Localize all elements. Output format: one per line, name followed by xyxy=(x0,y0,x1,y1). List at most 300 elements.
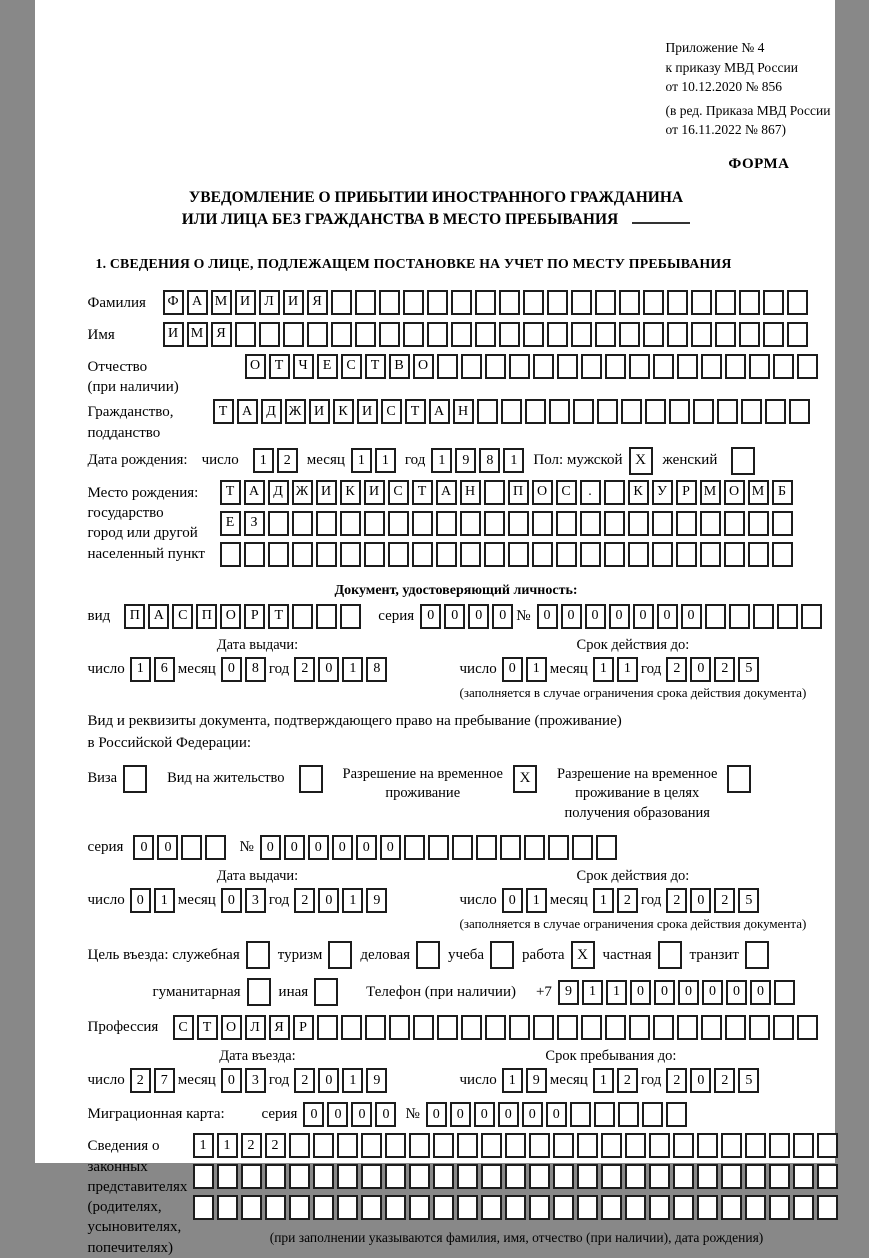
char-cell[interactable] xyxy=(653,354,674,379)
char-cell[interactable]: С xyxy=(341,354,362,379)
char-cell[interactable] xyxy=(793,1164,814,1189)
char-cell[interactable] xyxy=(437,354,458,379)
char-cell[interactable] xyxy=(505,1164,526,1189)
char-cell[interactable] xyxy=(667,322,688,347)
char-cell[interactable]: К xyxy=(340,480,361,505)
char-cell[interactable] xyxy=(601,1164,622,1189)
char-cell[interactable]: И xyxy=(235,290,256,315)
char-cell[interactable] xyxy=(649,1133,670,1158)
purpose-tourism-checkbox[interactable] xyxy=(328,941,352,969)
char-cell[interactable] xyxy=(666,1102,687,1127)
char-cell[interactable] xyxy=(427,322,448,347)
char-cell[interactable] xyxy=(313,1133,334,1158)
char-cell[interactable] xyxy=(604,542,625,567)
char-cell[interactable]: К xyxy=(333,399,354,424)
char-cell[interactable] xyxy=(403,322,424,347)
char-cell[interactable] xyxy=(774,980,795,1005)
char-cell[interactable] xyxy=(220,542,241,567)
char-cell[interactable] xyxy=(193,1195,214,1220)
char-cell[interactable]: А xyxy=(244,480,265,505)
char-cell[interactable] xyxy=(433,1133,454,1158)
char-cell[interactable]: 1 xyxy=(342,1068,363,1093)
char-cell[interactable] xyxy=(460,542,481,567)
char-cell[interactable]: Т xyxy=(213,399,234,424)
char-cell[interactable]: 0 xyxy=(327,1102,348,1127)
char-cell[interactable] xyxy=(499,322,520,347)
char-cell[interactable] xyxy=(547,322,568,347)
char-cell[interactable] xyxy=(629,1015,650,1040)
char-cell[interactable] xyxy=(725,354,746,379)
char-cell[interactable] xyxy=(676,511,697,536)
char-cell[interactable] xyxy=(763,290,784,315)
char-cell[interactable] xyxy=(705,604,726,629)
char-cell[interactable] xyxy=(604,480,625,505)
char-cell[interactable] xyxy=(529,1133,550,1158)
char-cell[interactable] xyxy=(548,835,569,860)
char-cell[interactable]: 1 xyxy=(593,888,614,913)
char-cell[interactable] xyxy=(645,399,666,424)
char-cell[interactable] xyxy=(601,1133,622,1158)
char-cell[interactable] xyxy=(717,399,738,424)
char-cell[interactable] xyxy=(265,1195,286,1220)
char-cell[interactable]: Я xyxy=(269,1015,290,1040)
char-cell[interactable] xyxy=(436,542,457,567)
char-cell[interactable] xyxy=(581,354,602,379)
char-cell[interactable] xyxy=(529,1195,550,1220)
char-cell[interactable] xyxy=(793,1133,814,1158)
char-cell[interactable]: Ч xyxy=(293,354,314,379)
char-cell[interactable] xyxy=(729,604,750,629)
char-cell[interactable]: 0 xyxy=(681,604,702,629)
char-cell[interactable] xyxy=(769,1195,790,1220)
char-cell[interactable]: Ж xyxy=(285,399,306,424)
char-cell[interactable]: 1 xyxy=(617,657,638,682)
char-cell[interactable] xyxy=(724,511,745,536)
char-cell[interactable] xyxy=(307,322,328,347)
purpose-humanitarian-checkbox[interactable] xyxy=(247,978,271,1006)
char-cell[interactable] xyxy=(789,399,810,424)
char-cell[interactable] xyxy=(476,835,497,860)
char-cell[interactable] xyxy=(385,1195,406,1220)
char-cell[interactable]: 2 xyxy=(714,888,735,913)
char-cell[interactable] xyxy=(745,1164,766,1189)
char-cell[interactable]: 0 xyxy=(284,835,305,860)
char-cell[interactable] xyxy=(457,1133,478,1158)
char-cell[interactable]: 9 xyxy=(558,980,579,1005)
char-cell[interactable]: П xyxy=(124,604,145,629)
char-cell[interactable]: 2 xyxy=(294,1068,315,1093)
char-cell[interactable]: 3 xyxy=(245,1068,266,1093)
char-cell[interactable] xyxy=(388,511,409,536)
char-cell[interactable]: М xyxy=(187,322,208,347)
char-cell[interactable] xyxy=(773,354,794,379)
char-cell[interactable] xyxy=(817,1164,838,1189)
char-cell[interactable] xyxy=(693,399,714,424)
char-cell[interactable]: Т xyxy=(220,480,241,505)
residence-permit-checkbox[interactable] xyxy=(299,765,323,793)
char-cell[interactable]: 0 xyxy=(750,980,771,1005)
char-cell[interactable]: Е xyxy=(317,354,338,379)
char-cell[interactable] xyxy=(570,1102,591,1127)
char-cell[interactable] xyxy=(797,354,818,379)
char-cell[interactable] xyxy=(412,511,433,536)
char-cell[interactable] xyxy=(649,1164,670,1189)
char-cell[interactable]: 3 xyxy=(245,888,266,913)
char-cell[interactable] xyxy=(451,290,472,315)
char-cell[interactable]: Ж xyxy=(292,480,313,505)
char-cell[interactable] xyxy=(457,1195,478,1220)
char-cell[interactable] xyxy=(355,290,376,315)
char-cell[interactable] xyxy=(669,399,690,424)
char-cell[interactable]: 0 xyxy=(420,604,441,629)
char-cell[interactable] xyxy=(601,1195,622,1220)
char-cell[interactable]: Л xyxy=(245,1015,266,1040)
char-cell[interactable] xyxy=(316,542,337,567)
char-cell[interactable] xyxy=(763,322,784,347)
char-cell[interactable] xyxy=(817,1195,838,1220)
char-cell[interactable]: О xyxy=(220,604,241,629)
char-cell[interactable] xyxy=(499,290,520,315)
char-cell[interactable]: П xyxy=(508,480,529,505)
char-cell[interactable] xyxy=(289,1164,310,1189)
char-cell[interactable] xyxy=(745,1195,766,1220)
char-cell[interactable] xyxy=(677,1015,698,1040)
char-cell[interactable] xyxy=(316,511,337,536)
char-cell[interactable] xyxy=(739,322,760,347)
char-cell[interactable]: Ф xyxy=(163,290,184,315)
char-cell[interactable]: Т xyxy=(268,604,289,629)
char-cell[interactable]: 0 xyxy=(474,1102,495,1127)
char-cell[interactable]: 9 xyxy=(455,448,476,473)
char-cell[interactable]: 1 xyxy=(593,1068,614,1093)
char-cell[interactable] xyxy=(629,354,650,379)
char-cell[interactable]: Д xyxy=(268,480,289,505)
char-cell[interactable] xyxy=(389,1015,410,1040)
char-cell[interactable]: О xyxy=(221,1015,242,1040)
char-cell[interactable]: 1 xyxy=(526,657,547,682)
char-cell[interactable]: 1 xyxy=(130,657,151,682)
char-cell[interactable] xyxy=(523,290,544,315)
char-cell[interactable]: 2 xyxy=(714,657,735,682)
char-cell[interactable] xyxy=(748,542,769,567)
char-cell[interactable] xyxy=(361,1195,382,1220)
char-cell[interactable] xyxy=(529,1164,550,1189)
char-cell[interactable] xyxy=(787,290,808,315)
char-cell[interactable]: Т xyxy=(365,354,386,379)
char-cell[interactable]: 1 xyxy=(582,980,603,1005)
char-cell[interactable]: Я xyxy=(211,322,232,347)
char-cell[interactable]: Д xyxy=(261,399,282,424)
char-cell[interactable] xyxy=(241,1164,262,1189)
char-cell[interactable]: 0 xyxy=(561,604,582,629)
char-cell[interactable] xyxy=(412,542,433,567)
char-cell[interactable] xyxy=(605,354,626,379)
char-cell[interactable] xyxy=(625,1164,646,1189)
char-cell[interactable]: М xyxy=(748,480,769,505)
char-cell[interactable] xyxy=(524,835,545,860)
char-cell[interactable] xyxy=(413,1015,434,1040)
char-cell[interactable] xyxy=(379,290,400,315)
char-cell[interactable]: 0 xyxy=(702,980,723,1005)
char-cell[interactable] xyxy=(501,399,522,424)
char-cell[interactable]: 0 xyxy=(308,835,329,860)
char-cell[interactable] xyxy=(292,604,313,629)
char-cell[interactable]: 0 xyxy=(546,1102,567,1127)
char-cell[interactable] xyxy=(643,290,664,315)
char-cell[interactable]: П xyxy=(196,604,217,629)
char-cell[interactable]: 2 xyxy=(617,888,638,913)
char-cell[interactable]: А xyxy=(429,399,450,424)
char-cell[interactable]: 1 xyxy=(253,448,274,473)
char-cell[interactable]: 2 xyxy=(666,657,687,682)
char-cell[interactable]: А xyxy=(436,480,457,505)
char-cell[interactable] xyxy=(676,542,697,567)
char-cell[interactable] xyxy=(625,1133,646,1158)
char-cell[interactable] xyxy=(594,1102,615,1127)
char-cell[interactable] xyxy=(618,1102,639,1127)
char-cell[interactable]: 0 xyxy=(609,604,630,629)
char-cell[interactable]: 0 xyxy=(498,1102,519,1127)
char-cell[interactable]: 0 xyxy=(318,1068,339,1093)
char-cell[interactable] xyxy=(749,354,770,379)
char-cell[interactable]: 0 xyxy=(375,1102,396,1127)
char-cell[interactable]: Р xyxy=(293,1015,314,1040)
char-cell[interactable]: 0 xyxy=(221,888,242,913)
char-cell[interactable]: И xyxy=(316,480,337,505)
char-cell[interactable] xyxy=(649,1195,670,1220)
char-cell[interactable] xyxy=(745,1133,766,1158)
char-cell[interactable] xyxy=(547,290,568,315)
char-cell[interactable]: 1 xyxy=(217,1133,238,1158)
char-cell[interactable] xyxy=(748,511,769,536)
char-cell[interactable]: И xyxy=(283,290,304,315)
char-cell[interactable]: 6 xyxy=(154,657,175,682)
char-cell[interactable] xyxy=(364,511,385,536)
char-cell[interactable] xyxy=(385,1164,406,1189)
char-cell[interactable]: 2 xyxy=(666,1068,687,1093)
char-cell[interactable] xyxy=(241,1195,262,1220)
char-cell[interactable] xyxy=(673,1133,694,1158)
char-cell[interactable] xyxy=(741,399,762,424)
char-cell[interactable] xyxy=(581,1015,602,1040)
char-cell[interactable] xyxy=(259,322,280,347)
char-cell[interactable] xyxy=(337,1164,358,1189)
char-cell[interactable] xyxy=(525,399,546,424)
char-cell[interactable] xyxy=(409,1195,430,1220)
char-cell[interactable]: О xyxy=(724,480,745,505)
char-cell[interactable]: Л xyxy=(259,290,280,315)
char-cell[interactable] xyxy=(621,399,642,424)
char-cell[interactable]: 1 xyxy=(526,888,547,913)
char-cell[interactable] xyxy=(556,542,577,567)
char-cell[interactable]: 1 xyxy=(593,657,614,682)
char-cell[interactable] xyxy=(571,290,592,315)
char-cell[interactable]: 0 xyxy=(221,1068,242,1093)
purpose-official-checkbox[interactable] xyxy=(246,941,270,969)
char-cell[interactable]: С xyxy=(172,604,193,629)
char-cell[interactable] xyxy=(217,1195,238,1220)
char-cell[interactable]: . xyxy=(580,480,601,505)
char-cell[interactable] xyxy=(553,1195,574,1220)
char-cell[interactable]: 2 xyxy=(241,1133,262,1158)
char-cell[interactable]: Н xyxy=(460,480,481,505)
char-cell[interactable] xyxy=(505,1133,526,1158)
char-cell[interactable] xyxy=(724,542,745,567)
char-cell[interactable] xyxy=(532,542,553,567)
char-cell[interactable] xyxy=(697,1164,718,1189)
char-cell[interactable] xyxy=(691,322,712,347)
char-cell[interactable]: Т xyxy=(197,1015,218,1040)
char-cell[interactable] xyxy=(340,511,361,536)
char-cell[interactable]: 1 xyxy=(502,1068,523,1093)
char-cell[interactable] xyxy=(773,1015,794,1040)
char-cell[interactable]: И xyxy=(364,480,385,505)
char-cell[interactable] xyxy=(691,290,712,315)
char-cell[interactable] xyxy=(604,511,625,536)
char-cell[interactable] xyxy=(244,542,265,567)
char-cell[interactable]: 1 xyxy=(606,980,627,1005)
char-cell[interactable] xyxy=(313,1164,334,1189)
char-cell[interactable] xyxy=(721,1195,742,1220)
char-cell[interactable]: 9 xyxy=(526,1068,547,1093)
char-cell[interactable] xyxy=(365,1015,386,1040)
char-cell[interactable] xyxy=(292,511,313,536)
char-cell[interactable] xyxy=(409,1164,430,1189)
char-cell[interactable] xyxy=(523,322,544,347)
char-cell[interactable]: 0 xyxy=(260,835,281,860)
char-cell[interactable]: М xyxy=(211,290,232,315)
char-cell[interactable] xyxy=(787,322,808,347)
char-cell[interactable] xyxy=(337,1195,358,1220)
char-cell[interactable] xyxy=(739,290,760,315)
char-cell[interactable]: Т xyxy=(412,480,433,505)
char-cell[interactable]: Б xyxy=(772,480,793,505)
char-cell[interactable] xyxy=(337,1133,358,1158)
char-cell[interactable]: 0 xyxy=(654,980,675,1005)
char-cell[interactable] xyxy=(625,1195,646,1220)
char-cell[interactable]: 1 xyxy=(375,448,396,473)
char-cell[interactable] xyxy=(485,1015,506,1040)
char-cell[interactable]: 0 xyxy=(332,835,353,860)
char-cell[interactable] xyxy=(481,1195,502,1220)
char-cell[interactable] xyxy=(769,1164,790,1189)
char-cell[interactable] xyxy=(457,1164,478,1189)
char-cell[interactable]: 0 xyxy=(351,1102,372,1127)
char-cell[interactable]: 0 xyxy=(130,888,151,913)
purpose-study-checkbox[interactable] xyxy=(490,941,514,969)
char-cell[interactable]: 0 xyxy=(468,604,489,629)
char-cell[interactable] xyxy=(619,322,640,347)
char-cell[interactable] xyxy=(677,354,698,379)
char-cell[interactable]: 9 xyxy=(366,1068,387,1093)
char-cell[interactable] xyxy=(572,835,593,860)
char-cell[interactable]: 5 xyxy=(738,1068,759,1093)
char-cell[interactable] xyxy=(715,322,736,347)
char-cell[interactable] xyxy=(700,542,721,567)
char-cell[interactable] xyxy=(667,290,688,315)
char-cell[interactable] xyxy=(533,354,554,379)
char-cell[interactable]: 0 xyxy=(522,1102,543,1127)
char-cell[interactable] xyxy=(580,511,601,536)
char-cell[interactable]: О xyxy=(413,354,434,379)
char-cell[interactable] xyxy=(313,1195,334,1220)
char-cell[interactable] xyxy=(289,1133,310,1158)
purpose-business-checkbox[interactable] xyxy=(416,941,440,969)
char-cell[interactable] xyxy=(772,542,793,567)
char-cell[interactable]: 2 xyxy=(617,1068,638,1093)
char-cell[interactable]: 8 xyxy=(479,448,500,473)
char-cell[interactable] xyxy=(673,1195,694,1220)
char-cell[interactable]: 2 xyxy=(294,888,315,913)
char-cell[interactable] xyxy=(451,322,472,347)
char-cell[interactable]: 0 xyxy=(633,604,654,629)
char-cell[interactable] xyxy=(181,835,202,860)
char-cell[interactable] xyxy=(481,1164,502,1189)
char-cell[interactable]: 0 xyxy=(426,1102,447,1127)
char-cell[interactable] xyxy=(235,322,256,347)
char-cell[interactable] xyxy=(769,1133,790,1158)
char-cell[interactable] xyxy=(433,1195,454,1220)
char-cell[interactable] xyxy=(460,511,481,536)
char-cell[interactable] xyxy=(556,511,577,536)
char-cell[interactable] xyxy=(475,290,496,315)
char-cell[interactable] xyxy=(653,1015,674,1040)
char-cell[interactable] xyxy=(316,604,337,629)
char-cell[interactable] xyxy=(557,1015,578,1040)
char-cell[interactable]: И xyxy=(309,399,330,424)
char-cell[interactable] xyxy=(571,322,592,347)
char-cell[interactable] xyxy=(725,1015,746,1040)
char-cell[interactable]: 0 xyxy=(444,604,465,629)
char-cell[interactable]: Р xyxy=(244,604,265,629)
char-cell[interactable]: 0 xyxy=(537,604,558,629)
char-cell[interactable] xyxy=(652,511,673,536)
char-cell[interactable] xyxy=(427,290,448,315)
char-cell[interactable]: 0 xyxy=(678,980,699,1005)
char-cell[interactable] xyxy=(765,399,786,424)
char-cell[interactable] xyxy=(409,1133,430,1158)
char-cell[interactable] xyxy=(549,399,570,424)
char-cell[interactable] xyxy=(217,1164,238,1189)
char-cell[interactable] xyxy=(701,354,722,379)
char-cell[interactable]: 2 xyxy=(714,1068,735,1093)
char-cell[interactable]: У xyxy=(652,480,673,505)
char-cell[interactable]: 0 xyxy=(380,835,401,860)
char-cell[interactable] xyxy=(340,542,361,567)
char-cell[interactable] xyxy=(481,1133,502,1158)
char-cell[interactable]: 2 xyxy=(666,888,687,913)
char-cell[interactable]: А xyxy=(148,604,169,629)
char-cell[interactable] xyxy=(577,1195,598,1220)
char-cell[interactable] xyxy=(404,835,425,860)
char-cell[interactable] xyxy=(580,542,601,567)
purpose-transit-checkbox[interactable] xyxy=(745,941,769,969)
char-cell[interactable]: 0 xyxy=(502,657,523,682)
char-cell[interactable] xyxy=(595,322,616,347)
char-cell[interactable]: 8 xyxy=(366,657,387,682)
char-cell[interactable]: С xyxy=(381,399,402,424)
char-cell[interactable]: 0 xyxy=(356,835,377,860)
char-cell[interactable]: 2 xyxy=(277,448,298,473)
char-cell[interactable]: И xyxy=(357,399,378,424)
purpose-work-checkbox[interactable]: X xyxy=(571,941,595,969)
char-cell[interactable] xyxy=(355,322,376,347)
char-cell[interactable]: 0 xyxy=(318,657,339,682)
char-cell[interactable]: 0 xyxy=(726,980,747,1005)
char-cell[interactable]: 1 xyxy=(351,448,372,473)
char-cell[interactable] xyxy=(461,354,482,379)
char-cell[interactable]: 5 xyxy=(738,888,759,913)
